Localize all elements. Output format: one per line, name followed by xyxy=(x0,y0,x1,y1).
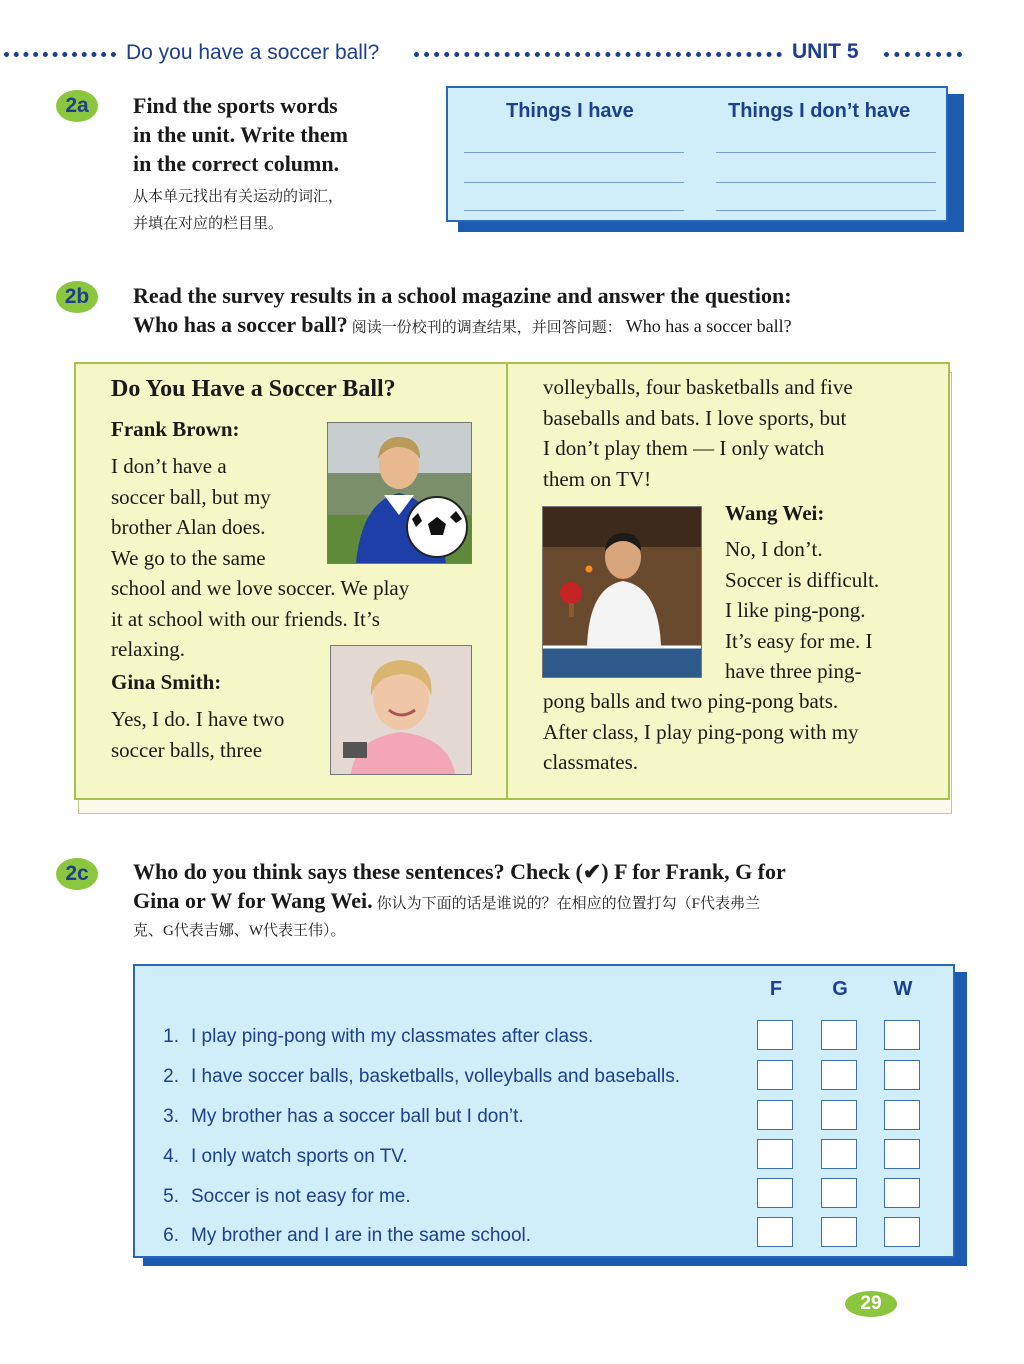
frank-text-line: school and we love soccer. We play xyxy=(111,576,410,600)
row-number: 2. xyxy=(163,1066,179,1087)
wang-text-continued xyxy=(543,686,933,778)
gina-text-continued xyxy=(543,372,923,494)
checkbox-row5-w[interactable] xyxy=(884,1178,920,1208)
instruction-2a-chinese: 并填在对应的栏目里。 xyxy=(133,216,284,232)
instruction-2a-line: in the correct column. xyxy=(133,151,340,176)
wang-text-line: After class, I play ping-pong with my xyxy=(543,719,859,744)
frank-text-line: We go to the same xyxy=(111,545,266,570)
checkbox-row6-w[interactable] xyxy=(884,1217,920,1247)
photo-gina-girl xyxy=(330,645,472,775)
gina-text-line: volleyballs, four basketballs and five xyxy=(543,375,853,399)
instruction-2b-line1: Read the survey results in a school magazine and answer the question: xyxy=(133,283,792,308)
write-line-have[interactable] xyxy=(464,152,684,153)
gina-text-line: them on TV! xyxy=(543,466,652,491)
write-line-have[interactable] xyxy=(464,210,684,211)
frank-text-line: relaxing. xyxy=(111,637,186,661)
checkbox-row5-g[interactable] xyxy=(821,1178,857,1208)
header-dots-middle xyxy=(414,52,782,57)
row-sentence: I have soccer balls, basketballs, volleyballs and baseballs. xyxy=(191,1066,680,1087)
checkbox-row6-f[interactable] xyxy=(757,1217,793,1247)
checkbox-row2-w[interactable] xyxy=(884,1060,920,1090)
write-line-dont-have[interactable] xyxy=(716,152,936,153)
checkbox-row3-g[interactable] xyxy=(821,1100,857,1130)
checkbox-row3-f[interactable] xyxy=(757,1100,793,1130)
instruction-2a-line: in the unit. Write them xyxy=(133,122,348,147)
row-number: 1. xyxy=(163,1026,179,1047)
row-number: 5. xyxy=(163,1186,179,1207)
row-sentence: My brother and I are in the same school. xyxy=(191,1225,532,1246)
wang-text-line: I like ping-pong. xyxy=(725,598,866,622)
article-title: Do You Have a Soccer Ball? xyxy=(111,376,396,402)
frank-text xyxy=(111,451,471,665)
who-says-it-table xyxy=(133,964,955,1258)
instruction-2c-line2-en: Gina or W for Wang Wei. xyxy=(133,888,373,913)
gina-text-line: soccer balls, three xyxy=(111,737,263,762)
header-title: Do you have a soccer ball? xyxy=(126,41,380,64)
wang-text-line: Soccer is difficult. xyxy=(725,567,880,592)
frank-text-line: soccer ball, but my xyxy=(111,484,271,509)
row-number: 6. xyxy=(163,1225,179,1246)
checkbox-row4-g[interactable] xyxy=(821,1139,857,1169)
sports-words-table xyxy=(446,86,948,222)
column-things-i-have: Things I have xyxy=(506,100,634,122)
write-line-have[interactable] xyxy=(464,182,684,183)
instruction-2b-line2 xyxy=(133,310,973,342)
instruction-2b-question: Who has a soccer ball? xyxy=(133,312,348,337)
checkbox-row6-g[interactable] xyxy=(821,1217,857,1247)
name-gina-smith: Gina Smith: xyxy=(111,670,222,694)
row-sentence: Soccer is not easy for me. xyxy=(191,1186,411,1207)
column-g: G xyxy=(832,978,848,1000)
checkbox-row1-w[interactable] xyxy=(884,1020,920,1050)
wang-text-line: pong balls and two ping-pong bats. xyxy=(543,689,839,713)
instruction-2b-chinese: 阅读一份校刊的调查结果，并回答问题： xyxy=(351,320,622,336)
column-f: F xyxy=(769,978,783,1000)
frank-text-line: I don’t have a xyxy=(111,454,227,478)
page-header xyxy=(0,38,1024,72)
wang-text-line: It’s easy for me. I xyxy=(725,628,873,653)
checkbox-row2-g[interactable] xyxy=(821,1060,857,1090)
row-number: 3. xyxy=(163,1106,179,1127)
checkbox-row2-f[interactable] xyxy=(757,1060,793,1090)
wang-text-line: classmates. xyxy=(543,750,639,774)
write-line-dont-have[interactable] xyxy=(716,210,936,211)
checkbox-row3-w[interactable] xyxy=(884,1100,920,1130)
gina-text xyxy=(111,704,331,765)
frank-text-line: brother Alan does. xyxy=(111,515,266,539)
instruction-2b xyxy=(133,281,973,342)
wang-text xyxy=(725,534,925,687)
gina-text-line: I don’t play them — I only watch xyxy=(543,436,825,460)
instruction-2c-line3-zh: 克、G代表吉娜、W代表王伟）。 xyxy=(133,923,346,939)
checkbox-row1-g[interactable] xyxy=(821,1020,857,1050)
instruction-2a xyxy=(133,91,433,238)
gina-text-line: Yes, I do. I have two xyxy=(111,707,285,731)
name-wang-wei: Wang Wei: xyxy=(725,501,825,525)
instruction-2c-line2-zh: 你认为下面的话是谁说的？在相应的位置打勾（F代表弗兰 xyxy=(376,896,760,912)
row-sentence: I play ping-pong with my classmates after class. xyxy=(191,1026,594,1047)
badge-2a: 2a xyxy=(56,90,98,122)
unit-label: UNIT 5 xyxy=(792,40,859,63)
instruction-2a-chinese: 从本单元找出有关运动的词汇， xyxy=(133,189,344,205)
column-things-i-dont-have: Things I don’t have xyxy=(728,100,911,122)
wang-text-line: have three ping- xyxy=(725,659,862,683)
instruction-2c xyxy=(133,857,973,945)
instruction-2c-line1: Who do you think says these sentences? Check (✔) F for Frank, G for xyxy=(133,859,786,884)
instruction-2a-line: Find the sports words xyxy=(133,93,338,118)
instruction-2c-line2 xyxy=(133,886,973,918)
write-line-dont-have[interactable] xyxy=(716,182,936,183)
instruction-2b-question-en: Who has a soccer ball? xyxy=(625,316,792,336)
column-w: W xyxy=(893,978,913,1000)
row-number: 4. xyxy=(163,1146,179,1167)
frank-text-line: it at school with our friends. It’s xyxy=(111,606,380,631)
name-frank-brown: Frank Brown: xyxy=(111,417,240,441)
wang-text-line: No, I don’t. xyxy=(725,537,823,561)
header-dots-left xyxy=(4,52,116,57)
checkbox-row4-f[interactable] xyxy=(757,1139,793,1169)
badge-2b: 2b xyxy=(56,281,98,313)
row-sentence: My brother has a soccer ball but I don’t. xyxy=(191,1106,524,1127)
gina-text-line: baseballs and bats. I love sports, but xyxy=(543,405,847,430)
header-dots-right xyxy=(884,52,962,57)
badge-2c: 2c xyxy=(56,858,98,890)
photo-wang-wei-ping-pong xyxy=(542,506,702,678)
row-sentence: I only watch sports on TV. xyxy=(191,1146,408,1167)
checkbox-row5-f[interactable] xyxy=(757,1178,793,1208)
checkbox-row1-f[interactable] xyxy=(757,1020,793,1050)
page-number: 29 xyxy=(845,1291,897,1317)
checkbox-row4-w[interactable] xyxy=(884,1139,920,1169)
